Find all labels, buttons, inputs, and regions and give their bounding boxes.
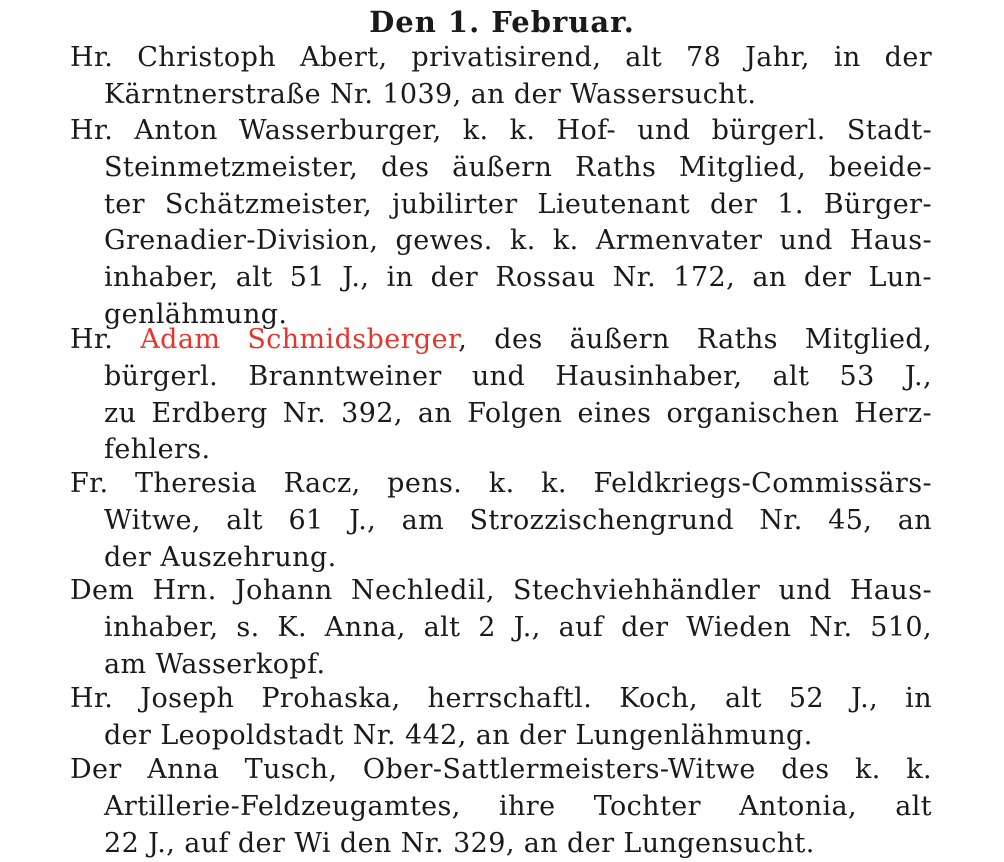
entry-line: Hr. Joseph Prohaska, herrschaftl. Koch, alt 52 J., in <box>70 683 932 714</box>
entry-line: inhaber, s. K. Anna, alt 2 J., auf der Wieden Nr. 510, <box>104 611 932 643</box>
entry-line: Kärntnerstraße Nr. 1039, an der Wassersucht. <box>104 78 757 110</box>
death-notice-entry <box>70 681 932 755</box>
page-heading: Den 1. Februar. <box>369 5 635 39</box>
death-notice-entry <box>70 113 932 334</box>
entry-line: der Auszehrung. <box>104 541 337 573</box>
entry-line: zu Erdberg Nr. 392, an Folgen eines organischen Herz- <box>104 397 932 429</box>
entry-line: Witwe, alt 61 J., am Strozzischengrund Nr. 45, an <box>104 504 932 536</box>
entry-line: Hr. Christoph Abert, privatisirend, alt 78 Jahr, in der <box>70 42 932 73</box>
entry-line <box>70 322 932 359</box>
entry-line: fehlers. <box>104 434 211 466</box>
entry-prefix: Hr. <box>70 324 141 355</box>
entry-line: 22 J., auf der Wi den Nr. 329, an der Lungensucht. <box>104 827 815 859</box>
entry-line: Artillerie-Feldzeugamtes, ihre Tochter Antonia, alt <box>104 790 932 822</box>
entry-line: inhaber, alt 51 J., in der Rossau Nr. 172, an der Lun- <box>104 262 932 294</box>
entry-line: Dem Hrn. Johann Nechledil, Stechviehhändler und Haus- <box>70 575 932 606</box>
entry-line: Grenadier-Division, gewes. k. k. Armenvater und Haus- <box>104 225 932 257</box>
entry-line: ter Schätzmeister, jubilirter Lieutenant der 1. Bürger- <box>104 188 932 220</box>
death-notice-entry <box>70 752 932 862</box>
entry-line: Der Anna Tusch, Ober-Sattlermeisters-Witwe des k. k. <box>70 754 932 785</box>
highlighted-name: Adam Schmidsberger <box>140 324 459 355</box>
entry-line: Fr. Theresia Racz, pens. k. k. Feldkriegs-Commissärs- <box>70 468 932 499</box>
death-notice-entry <box>70 573 932 683</box>
death-notice-entry <box>70 40 932 114</box>
entry-line: genlähmung. <box>104 298 288 330</box>
entry-line: am Wasserkopf. <box>104 648 326 680</box>
entry-line: der Leopoldstadt Nr. 442, an der Lungenlähmung. <box>104 719 813 751</box>
death-notice-entry <box>70 322 932 469</box>
entry-line: Hr. Anton Wasserburger, k. k. Hof- und bürgerl. Stadt- <box>70 115 932 146</box>
entry-line-rest: , des äußern Raths Mitglied, <box>458 324 932 355</box>
entry-line: bürgerl. Branntweiner und Hausinhaber, alt 53 J., <box>104 360 932 392</box>
entry-line: Steinmetzmeister, des äußern Raths Mitglied, beeide- <box>104 151 932 183</box>
death-notice-entry <box>70 466 932 576</box>
